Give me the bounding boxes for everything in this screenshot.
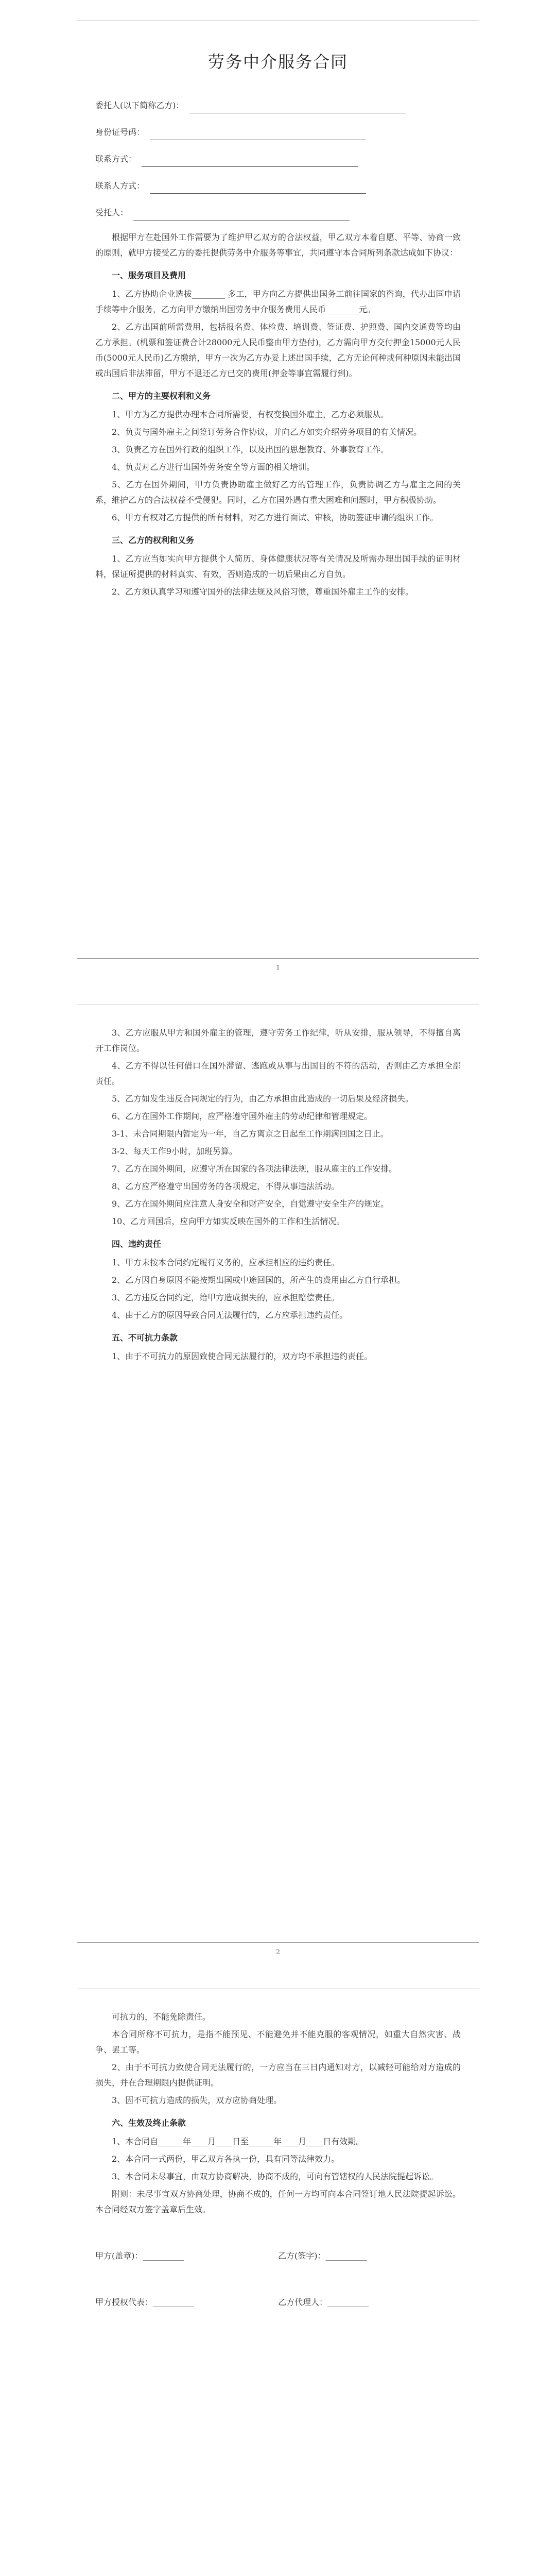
clause-paragraph: 1、甲方为乙方提供办理本合同所需要，有权变换国外雇主，乙方必须服从。 (112, 410, 389, 419)
party-b-agent: 乙方代理人：__________ (278, 2297, 369, 2307)
client-field (95, 96, 461, 113)
clause-paragraph: 5、乙方在国外期间，甲方负责协助雇主做好乙方的管理工作，负责协调乙方与雇主之间的关系，维护乙方的合法权益不受侵犯。同时，乙方在国外遇有重大困难和问题时，甲方积极协助。 (95, 480, 461, 505)
document-title: 劳务中介服务合同 (207, 52, 348, 72)
page-number: 2 (275, 1948, 281, 1956)
clause-paragraph: 3、乙方应服从甲方和国外雇主的管理，遵守劳务工作纪律，听从安排，服从领导，不得擅自离开工作岗位。 (95, 1028, 461, 1053)
clause-paragraph: 4、负责对乙方进行出国外劳务安全等方面的相关培训。 (112, 462, 315, 472)
emergency-line[interactable] (150, 183, 366, 194)
contact-field (95, 149, 461, 167)
clause-paragraph: 1、甲方未按本合同约定履行义务的，应承担相应的违约责任。 (112, 1258, 340, 1267)
section-heading: 四、违约责任 (112, 1239, 162, 1249)
clause-paragraph: 2、由于不可抗力致使合同无法履行的，一方应当在三日内通知对方，以减轻可能给对方造成的损失，并在合理期限内提供证明。 (95, 2062, 461, 2088)
page-bottom-rule (77, 1942, 479, 1943)
page-2-body (95, 1025, 461, 1364)
page-1-body (95, 230, 461, 600)
clause-paragraph: 3-1、未合同期限内暂定为一年，自乙方离京之日起至工作期满回国之日止。 (112, 1129, 389, 1139)
id-field (95, 123, 461, 140)
clause-paragraph: 2、乙方须认真学习和遵守国外的法律法规及风俗习惯，尊重国外雇主工作的安排。 (112, 587, 414, 597)
clause-paragraph: 6、乙方在国外工作期间，应严格遵守国外雇主的劳动纪律和管理规定。 (112, 1111, 373, 1121)
clause-paragraph: 可抗力的，不能免除责任。 (112, 2012, 211, 2022)
page-1 (0, 0, 556, 979)
clause-paragraph: 3-2、每天工作9小时，加班另算。 (112, 1146, 237, 1156)
party-a-rep: 甲方授权代表：__________ (95, 2297, 195, 2307)
emergency-field (95, 176, 461, 194)
contact-label: 联系方式： (95, 154, 137, 164)
clause-paragraph: 6、甲方有权对乙方提供的所有材料，对乙方进行面试、审核，协助签证申请的组织工作。 (112, 513, 439, 522)
clause-paragraph: 8、乙方应严格遵守出国劳务的各项规定，不得从事违法活动。 (112, 1181, 340, 1191)
agent-line[interactable] (133, 210, 350, 221)
page-3-content (95, 2009, 461, 2310)
clause-paragraph: 1、本合同自______年____月____日至______年____月____日有效期。 (112, 2137, 364, 2146)
clause-paragraph: 9、乙方在国外期间应注意人身安全和财产安全，自觉遵守安全生产的规定。 (112, 1199, 389, 1209)
clause-paragraph: 5、乙方如发生违反合同规定的行为，由乙方承担由此造成的一切后果及经济损失。 (112, 1094, 414, 1104)
page-3 (0, 1968, 556, 2576)
clause-paragraph: 1、乙方应当如实向甲方提供个人简历、身体健康状况等有关情况及所需办理出国手续的证明材料，保证所提供的材料真实、有效，否则造成的一切后果由乙方自负。 (95, 554, 461, 579)
page-3-body (95, 2009, 461, 2217)
client-label: 委托人(以下简称乙方)： (95, 100, 184, 110)
page-bottom-rule (77, 958, 479, 959)
clause-paragraph: 2、负责与国外雇主之间签订劳务合作协议，并向乙方如实介绍劳务项目的有关情况。 (112, 427, 422, 437)
emergency-label: 联系人方式： (95, 181, 145, 191)
section-heading: 六、生效及终止条款 (112, 2118, 186, 2128)
id-label: 身份证号码： (95, 127, 145, 137)
page-2 (0, 984, 556, 1963)
agent-field (95, 203, 461, 221)
section-heading: 一、服务项目及费用 (112, 270, 186, 280)
clause-paragraph: 4、由于乙方的原因导致合同无法履行的，乙方应承担违约责任。 (112, 1310, 348, 1320)
agent-label: 受托人： (95, 208, 129, 217)
clause-paragraph: 2、乙方因自身原因不能按期出国或中途回国的，所产生的费用由乙方自行承担。 (112, 1275, 406, 1285)
contact-line[interactable] (142, 156, 358, 167)
clause-paragraph: 3、因不可抗力造成的损失，双方应协商处理。 (112, 2095, 282, 2105)
clause-paragraph: 1、由于不可抗力的原因致使合同无法履行的，双方均不承担违约责任。 (112, 1351, 373, 1361)
signature-row-1 (95, 2248, 461, 2264)
clause-paragraph: 3、负责乙方在国外行政的组织工作，以及出国的思想教育、外事教育工作。 (112, 445, 389, 454)
clause-paragraph: 1、乙方协助企业选拔________ 多工，甲方向乙方提供出国务工前往国家的咨询，代办出国申请手续等中介服务，乙方向甲方缴纳出国劳务中介服务费用人民币________元。 (95, 289, 461, 314)
clause-paragraph: 2、乙方出国前所需费用，包括报名费、体检费、培训费、签证费、护照费、国内交通费等均由乙方承担。(机票和签证费合计28000元人民币整由甲方垫付)，乙方需向甲方交付押金15000元人民币(5000元人民币)乙方缴纳，甲方一次为乙方办妥上述出国手续，乙方无论何种或何种原因未能出国或出国后非法滞留，甲方不退还乙方已交的费用(押金等事宜需履行到)。 (95, 322, 461, 378)
clause-paragraph: 7、乙方在国外期间，应遵守所在国家的各项法律法规，服从雇主的工作安排。 (112, 1164, 397, 1174)
party-a-seal: 甲方(盖章)：__________ (95, 2251, 184, 2261)
clause-paragraph: 3、乙方违反合同约定，给甲方造成损失的，应承担赔偿责任。 (112, 1293, 340, 1302)
clause-paragraph: 10、乙方回国后，应向甲方如实反映在国外的工作和生活情况。 (112, 1216, 345, 1226)
page-1-content (95, 52, 461, 602)
clause-paragraph: 本合同所称不可抗力，是指不能预见、不能避免并不能克服的客观情况，如重大自然灾害、战争、罢工等。 (95, 2029, 461, 2055)
page-number: 1 (275, 964, 281, 972)
clause-paragraph: 附则：未尽事宜双方协商处理，协商不成的，任何一方均可向本合同签订地人民法院提起诉讼。本合同经双方签字盖章后生效。 (95, 2189, 461, 2214)
clause-paragraph: 根据甲方在赴国外工作需要为了维护甲乙双方的合法权益，甲乙双方本着自愿、平等、协商一致的原则，就甲方接受乙方的委托提供劳务中介服务等事宜，共同遵守本合同所列条款达成如下协议： (95, 232, 461, 258)
clause-paragraph: 4、乙方不得以任何借口在国外滞留、逃跑或从事与出国目的不符的活动，否则由乙方承担全部责任。 (95, 1061, 461, 1086)
clause-paragraph: 2、本合同一式两份，甲乙双方各执一份，具有同等法律效力。 (112, 2154, 340, 2164)
client-line[interactable] (189, 103, 406, 113)
section-heading: 三、乙方的权利和义务 (112, 535, 195, 545)
clause-paragraph: 3、本合同未尽事宜，由双方协商解决，协商不成的，可向有管辖权的人民法院提起诉讼。 (112, 2172, 439, 2181)
party-b-sign: 乙方(签字)：__________ (278, 2251, 367, 2261)
section-heading: 五、不可抗力条款 (112, 1333, 178, 1343)
section-heading: 二、甲方的主要权利和义务 (112, 391, 211, 401)
page-2-content (95, 1025, 461, 1366)
id-line[interactable] (150, 129, 366, 140)
signature-row-2 (95, 2295, 461, 2310)
